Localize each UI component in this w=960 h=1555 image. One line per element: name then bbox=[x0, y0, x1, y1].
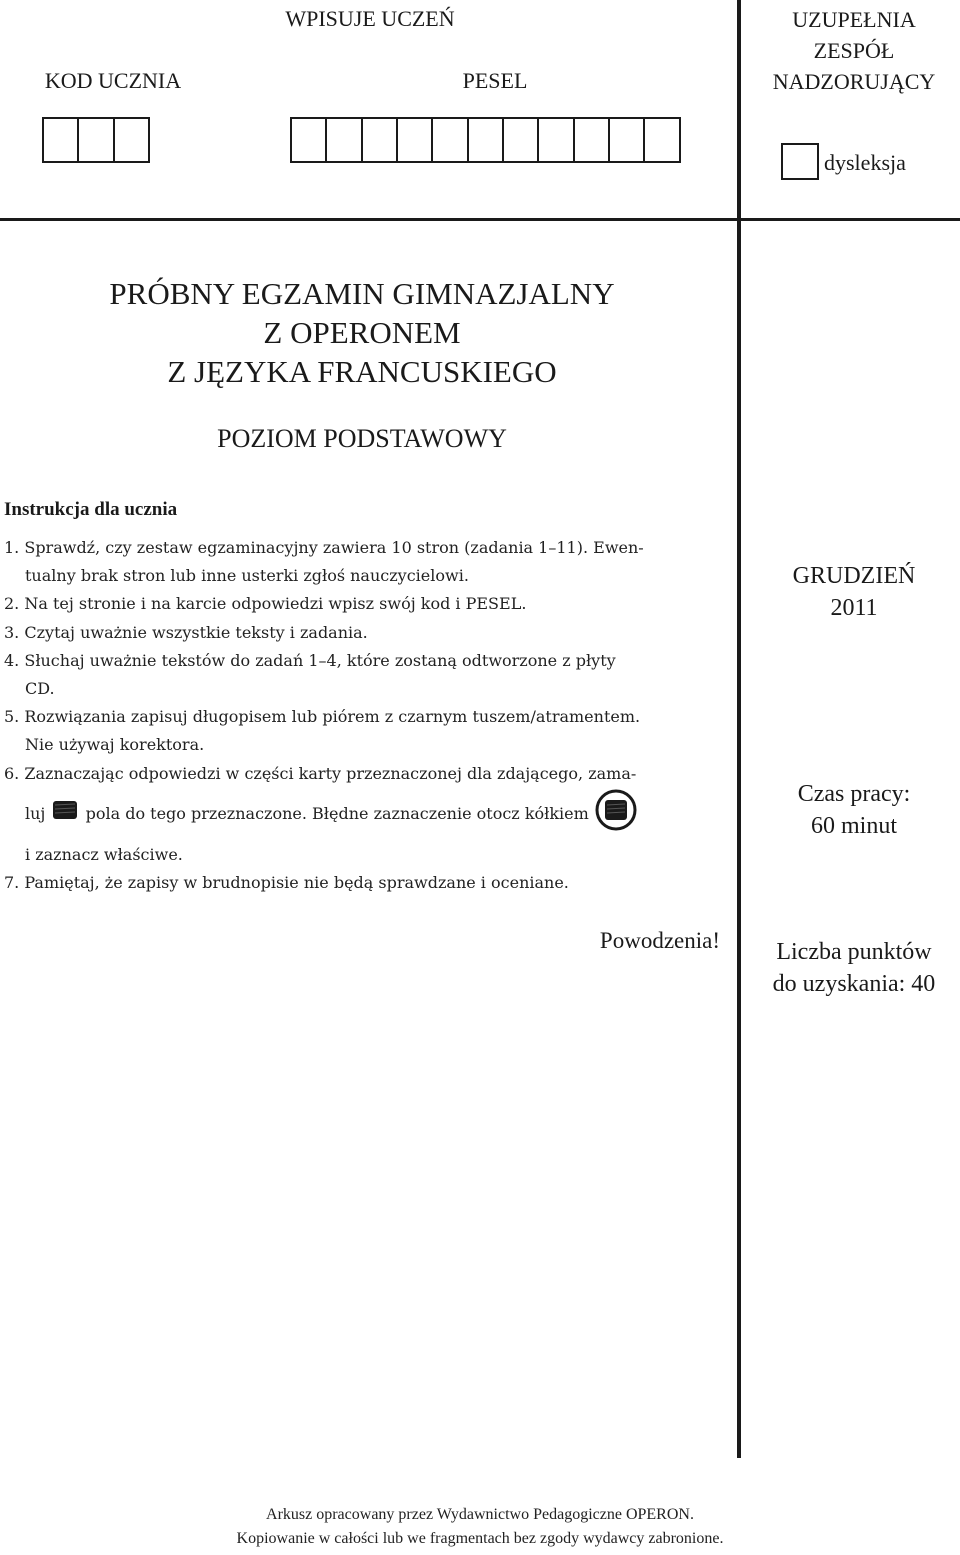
instruction-6-cont2: i zaznacz właściwe. bbox=[25, 845, 183, 865]
dyslexia-checkbox[interactable] bbox=[781, 143, 819, 180]
filled-box-icon bbox=[50, 799, 80, 830]
horizontal-divider bbox=[0, 218, 960, 221]
pesel-box[interactable] bbox=[539, 119, 574, 161]
pesel-box[interactable] bbox=[327, 119, 362, 161]
instruction-4: 4. Słuchaj uważnie tekstów do zadań 1–4, które zostaną odtworzone z płyty bbox=[4, 650, 616, 670]
instruction-2: 2. Na tej stronie i na karcie odpowiedzi wpisz swój kod i PESEL. bbox=[4, 594, 527, 614]
footer: Arkusz opracowany przez Wydawnictwo Pedagogiczne OPERON. Kopiowanie w całości lub we fragmentach bez zgody wydawcy zabronione. bbox=[236, 1506, 724, 1547]
dyslexia-label: dysleksja bbox=[824, 150, 906, 175]
exam-date: GRUDZIEŃ 2011 bbox=[792, 563, 916, 621]
pesel-box[interactable] bbox=[292, 119, 327, 161]
good-luck-text: Powodzenia! bbox=[599, 928, 720, 953]
pesel-boxes[interactable] bbox=[290, 117, 681, 163]
instruction-1: 1. Sprawdź, czy zestaw egzaminacyjny zawiera 10 stron (zadania 1–11). Ewen- bbox=[4, 538, 644, 557]
pesel-box[interactable] bbox=[504, 119, 539, 161]
instruction-6: 6. Zaznaczając odpowiedzi w części karty przeznaczonej dla zdającego, zama- bbox=[4, 763, 637, 783]
pesel-box[interactable] bbox=[645, 119, 679, 161]
instruction-1-cont: tualny brak stron lub inne usterki zgłoś nauczycielowi. bbox=[25, 566, 469, 586]
instruction-5-cont: Nie używaj korektora. bbox=[25, 735, 205, 755]
code-box[interactable] bbox=[79, 119, 114, 161]
student-code-boxes[interactable] bbox=[42, 117, 150, 163]
pesel-box[interactable] bbox=[433, 119, 468, 161]
instructions-heading: Instrukcja dla ucznia bbox=[4, 499, 178, 520]
pesel-box[interactable] bbox=[363, 119, 398, 161]
exam-title: PRÓBNY EGZAMIN GIMNAZJALNY Z OPERONEM Z JĘZYKA FRANCUSKIEGO bbox=[109, 276, 615, 389]
exam-duration: Czas pracy: 60 minut bbox=[797, 781, 911, 839]
pesel-box[interactable] bbox=[575, 119, 610, 161]
circled-box-icon bbox=[594, 788, 638, 841]
instructions-list bbox=[4, 534, 729, 897]
instruction-5: 5. Rozwiązania zapisuj długopisem lub piórem z czarnym tuszem/atramentem. bbox=[4, 707, 641, 727]
pesel-box[interactable] bbox=[398, 119, 433, 161]
supervisor-fill-label: UZUPEŁNIA ZESPÓŁ NADZORUJĄCY bbox=[772, 7, 936, 94]
exam-level: POZIOM PODSTAWOWY bbox=[217, 424, 507, 453]
instruction-3: 3. Czytaj uważnie wszystkie teksty i zadania. bbox=[4, 622, 368, 642]
student-fill-label: WPISUJE UCZEŃ bbox=[285, 6, 455, 31]
instruction-4-cont: CD. bbox=[25, 679, 55, 699]
instruction-6-cont: luj pola do tego przeznaczone. Błędne zaznaczenie otocz kółkiem bbox=[4, 788, 729, 841]
instruction-7: 7. Pamiętaj, że zapisy w brudnopisie nie będą sprawdzane i oceniane. bbox=[4, 873, 569, 893]
pesel-box[interactable] bbox=[610, 119, 645, 161]
pesel-box[interactable] bbox=[469, 119, 504, 161]
max-points: Liczba punktów do uzyskania: 40 bbox=[772, 939, 936, 997]
code-box[interactable] bbox=[115, 119, 148, 161]
student-code-label: KOD UCZNIA bbox=[44, 68, 182, 93]
code-box[interactable] bbox=[44, 119, 79, 161]
pesel-label: PESEL bbox=[462, 68, 528, 93]
